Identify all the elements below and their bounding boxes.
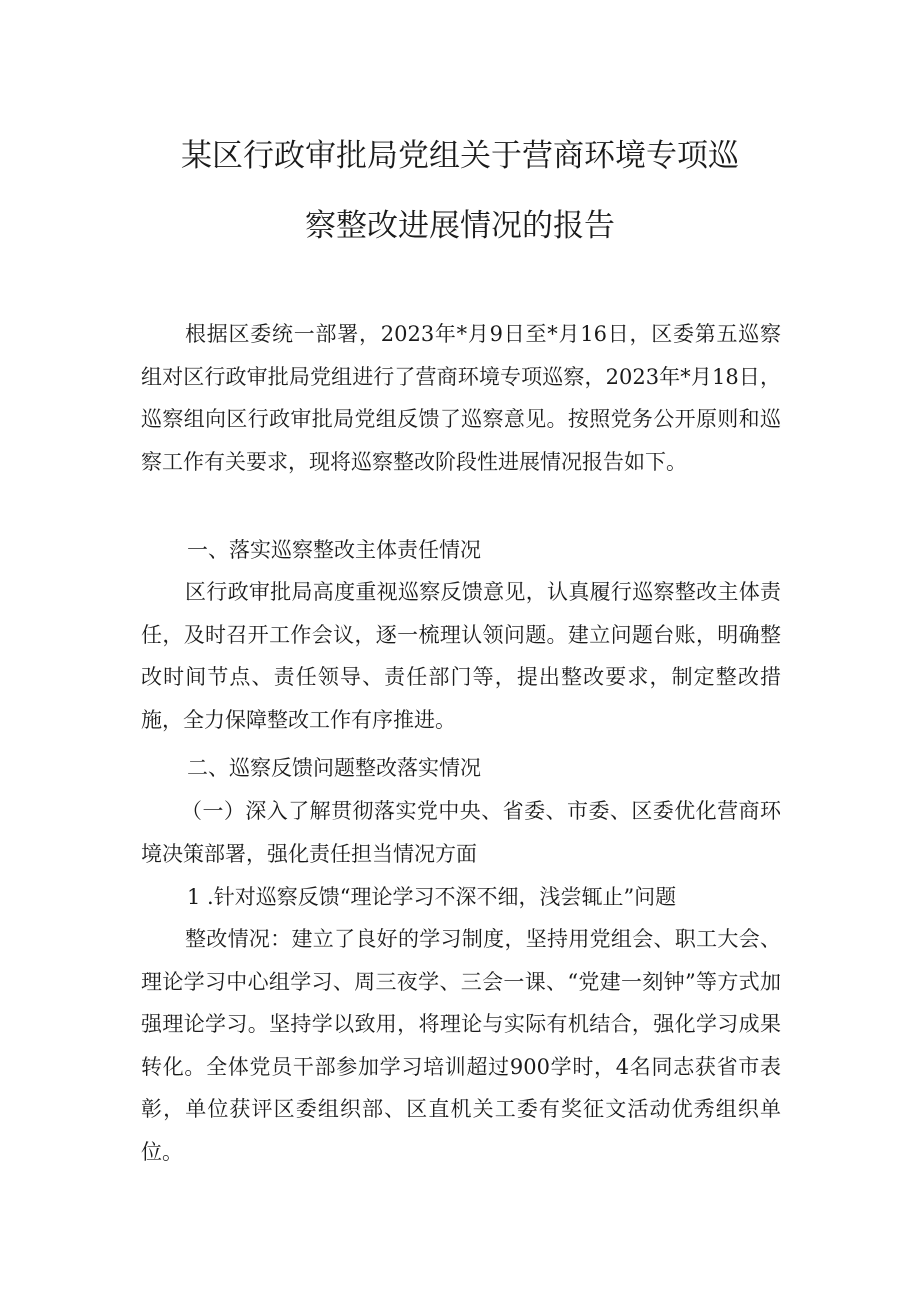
- item-1-heading: 1 .针对巡察反馈“理论学习不深不细，浅尝辄止”问题: [187, 885, 677, 909]
- section-2-heading: 二、巡察反馈问题整改落实情况: [187, 756, 481, 780]
- intro-paragraph: 根据区委统一部署，2023年*月9日至*月16日，区委第五巡察组对区行政审批局党组进行了营商环境专项巡察，2023年*月18日，巡察组向区行政审批局党组反馈了巡察意见。按照党务公开原则和巡察工作有关要求，现将巡察整改阶段性进展情况报告如下。: [141, 322, 781, 474]
- item-1-paragraph: 整改情况：建立了良好的学习制度，坚持用党组会、职工大会、理论学习中心组学习、周三夜学、三会一课、“党建一刻钟”等方式加强理论学习。坚持学以致用，将理论与实际有机结合，强化学习成果转化。全体党员干部参加学习培训超过900学时，4名同志获省市表彰，单位获评区委组织部、区直机关工委有奖征文活动优秀组织单位。: [141, 927, 781, 1164]
- document-title-line-1: 某区行政审批局党组关于营商环境专项巡: [181, 138, 739, 174]
- subsection-1-heading: （一）深入了解贯彻落实党中央、省委、市委、区委优化营商环境决策部署，强化责任担当情况方面: [141, 799, 781, 866]
- section-1-heading: 一、落实巡察整改主体责任情况: [187, 538, 481, 562]
- document-title-line-2: 察整改进展情况的报告: [305, 208, 615, 244]
- section-1-paragraph: 区行政审批局高度重视巡察反馈意见，认真履行巡察整改主体责任，及时召开工作会议，逐一梳理认领问题。建立问题台账，明确整改时间节点、责任领导、责任部门等，提出整改要求，制定整改措施，全力保障整改工作有序推进。: [141, 580, 781, 732]
